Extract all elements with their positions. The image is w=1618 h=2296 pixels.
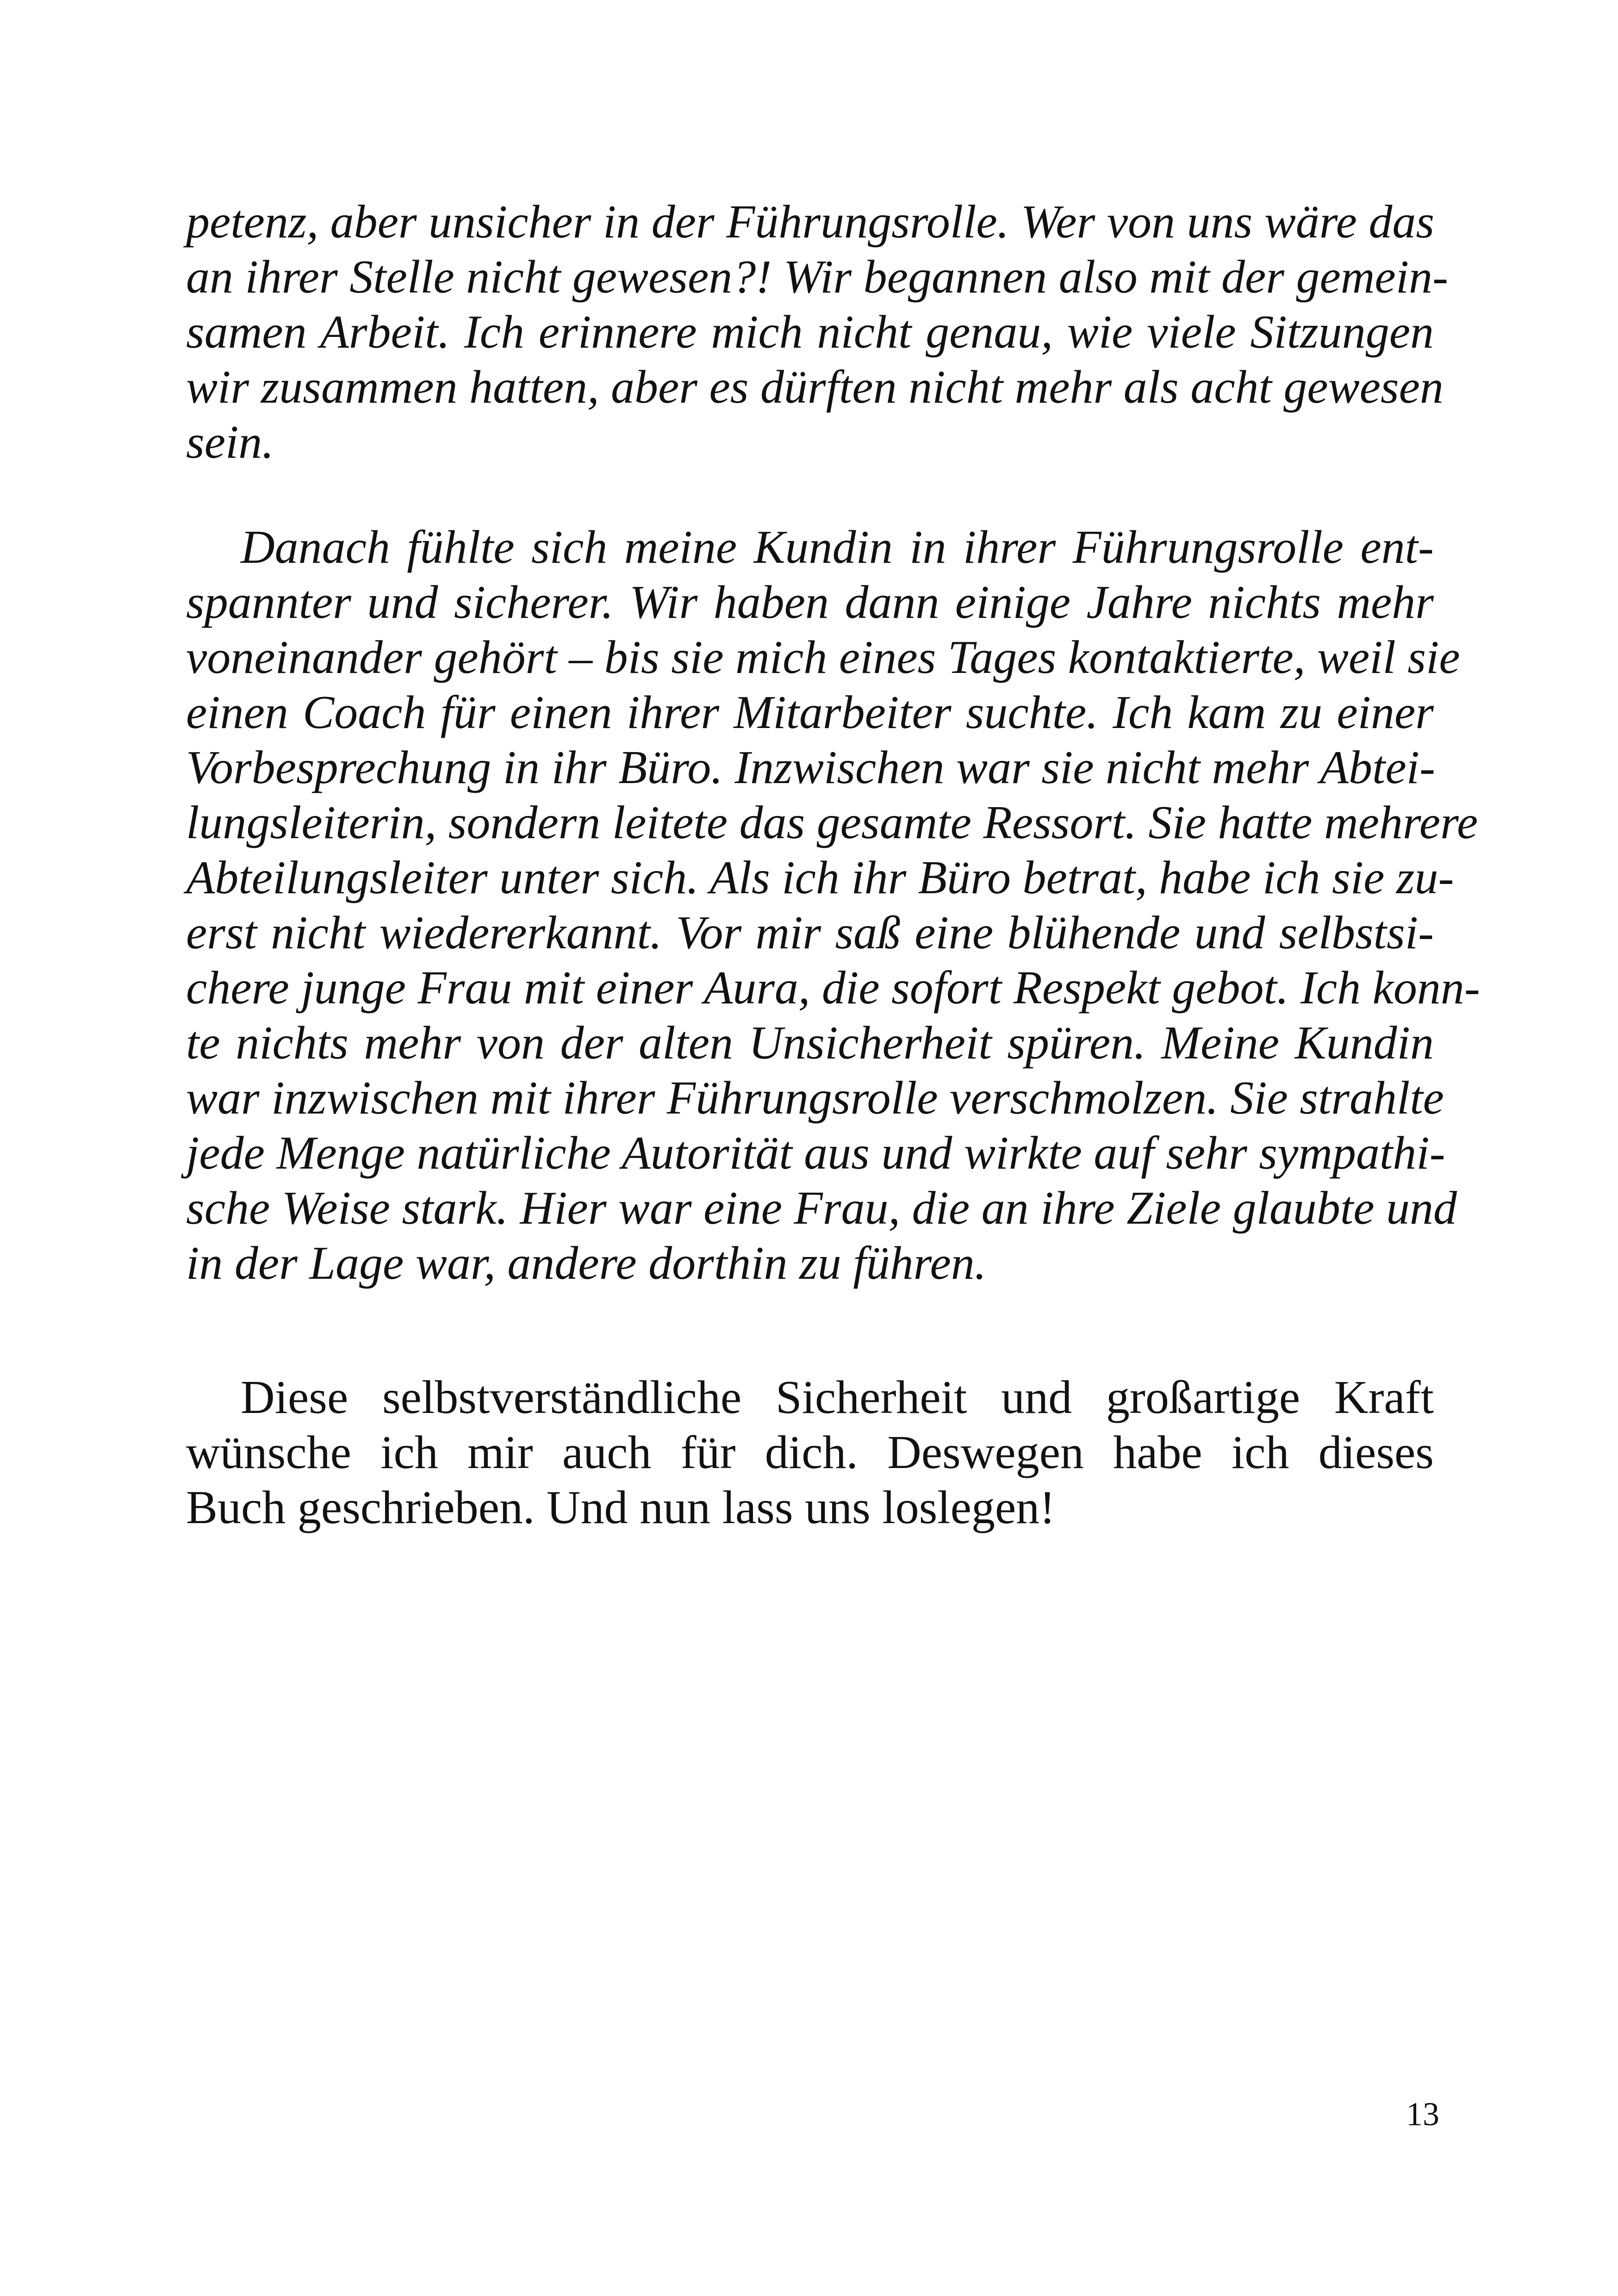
text-line: Abteilungsleiter unter sich. Als ich ihr Büro betrat, habe ich sie zu- bbox=[186, 852, 1454, 904]
text-line: petenz, aber unsicher in der Führungsrolle. Wer von uns wäre das bbox=[186, 196, 1435, 248]
text-line: chere junge Frau mit einer Aura, die sofort Respekt gebot. Ich konn- bbox=[186, 962, 1480, 1014]
text-line: te nichts mehr von der alten Unsicherheit spüren. Meine Kundin bbox=[186, 1017, 1434, 1069]
text-line: lungsleiterin, sondern leitete das gesamte Ressort. Sie hatte mehrere bbox=[186, 796, 1478, 849]
text-line: wünsche ich mir auch für dich. Deswegen habe ich dieses bbox=[186, 1426, 1434, 1479]
text-line: jede Menge natürliche Autorität aus und wirkte auf sehr sympathi- bbox=[186, 1127, 1445, 1179]
quote-paragraph-1 bbox=[186, 194, 1449, 470]
closing-paragraph bbox=[186, 1370, 1434, 1535]
text-line: erst nicht wiedererkannt. Vor mir saß eine blühende und selbstsi- bbox=[186, 907, 1434, 959]
text-line: an ihrer Stelle nicht gewesen?! Wir begannen also mit der gemein- bbox=[186, 251, 1449, 303]
text-line: voneinander gehört – bis sie mich eines Tages kontaktierte, weil sie bbox=[186, 631, 1460, 684]
page-number: 13 bbox=[1406, 2096, 1439, 2133]
paragraph-spacer bbox=[186, 470, 1434, 520]
text-line: samen Arbeit. Ich erinnere mich nicht genau, wie viele Sitzungen bbox=[186, 306, 1434, 358]
text-line: einen Coach für einen ihrer Mitarbeiter suchte. Ich kam zu einer bbox=[186, 686, 1434, 739]
text-line: Danach fühlte sich meine Kundin in ihrer Führungsrolle ent- bbox=[241, 521, 1434, 573]
text-line: war inzwischen mit ihrer Führungsrolle verschmolzen. Sie strahlte bbox=[186, 1072, 1444, 1124]
text-line: Vorbesprechung in ihr Büro. Inzwischen war sie nicht mehr Abtei- bbox=[186, 741, 1435, 794]
text-line: spannter und sicherer. Wir haben dann einige Jahre nichts mehr bbox=[186, 576, 1434, 628]
text-line: Diese selbstverständliche Sicherheit und großartige Kraft bbox=[241, 1371, 1434, 1424]
italic-quote-block bbox=[186, 194, 1480, 1291]
text-line: Buch geschrieben. Und nun lass uns loslegen! bbox=[186, 1481, 1056, 1534]
text-line: in der Lage war, andere dorthin zu führen. bbox=[186, 1237, 987, 1289]
text-line: sche Weise stark. Hier war eine Frau, die an ihre Ziele glaubte und bbox=[186, 1182, 1457, 1234]
text-line: wir zusammen hatten, aber es dürften nicht mehr als acht gewesen bbox=[186, 361, 1444, 413]
text-line: sein. bbox=[186, 416, 274, 468]
quote-paragraph-2 bbox=[186, 520, 1480, 1291]
